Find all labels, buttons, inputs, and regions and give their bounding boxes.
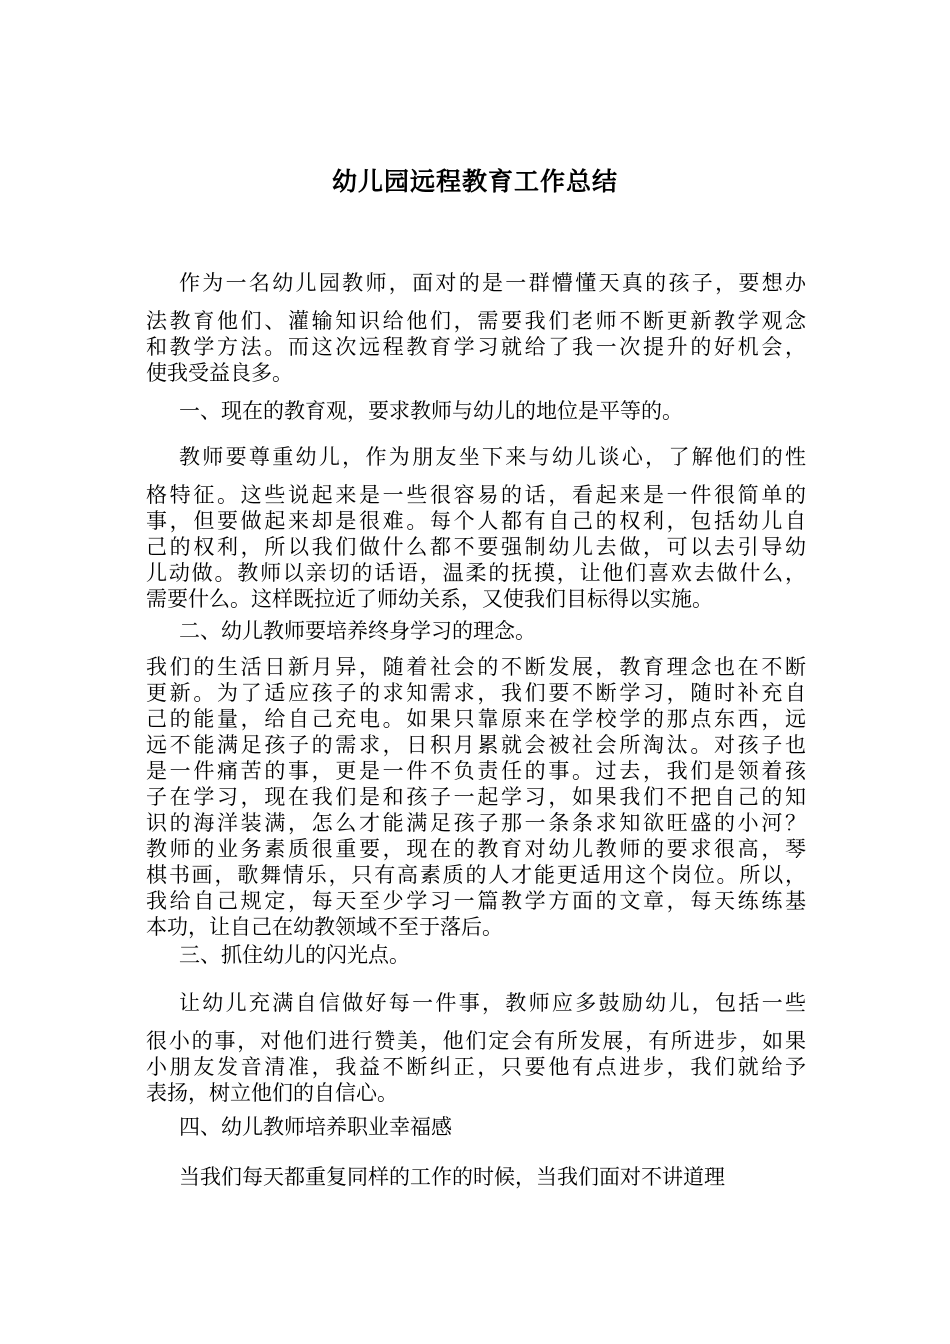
text-line: 法教育他们、灌输知识给他们，需要我们老师不断更新教学观念	[146, 309, 806, 333]
text-line: 更新。为了适应孩子的求知需求，我们要不断学习，随时补充自	[146, 681, 806, 705]
text-line: 教师的业务素质很重要，现在的教育对幼儿教师的要求很高，琴	[146, 837, 806, 861]
text-line: 己的能量，给自己充电。如果只靠原来在学校学的那点东西，远	[146, 707, 806, 731]
section1-paragraph	[146, 444, 806, 470]
text-line: 作为一名幼儿园教师，面对的是一群懵懂天真的孩子，要想办	[179, 271, 806, 295]
text-line: 很小的事，对他们进行赞美，他们定会有所发展，有所进步，如果	[146, 1029, 806, 1053]
intro-paragraph	[146, 270, 806, 296]
section-heading-2: 二、幼儿教师要培养终身学习的理念。	[179, 619, 536, 643]
text-line: 本功，让自己在幼教领域不至于落后。	[146, 915, 503, 939]
text-line: 小朋友发音清准，我益不断纠正，只要他有点进步，我们就给予	[146, 1055, 806, 1079]
text-line: 我给自己规定，每天至少学习一篇教学方面的文章，每天练练基	[146, 889, 806, 913]
section-heading-4: 四、幼儿教师培养职业幸福感	[179, 1115, 452, 1139]
section-heading-3: 三、抓住幼儿的闪光点。	[179, 943, 410, 967]
section3-paragraph-continued	[146, 1028, 806, 1106]
text-line: 我们的生活日新月异，随着社会的不断发展，教育理念也在不断	[146, 655, 806, 679]
text-line: 是一件痛苦的事，更是一件不负责任的事。过去，我们是领着孩	[146, 759, 806, 783]
text-line: 教师要尊重幼儿，作为朋友坐下来与幼儿谈心，了解他们的性	[179, 445, 806, 469]
text-line: 和教学方法。而这次远程教育学习就给了我一次提升的好机会，	[146, 335, 806, 359]
section2-paragraph	[146, 654, 806, 940]
text-line: 让幼儿充满自信做好每一件事，教师应多鼓励幼儿，包括一些	[179, 991, 806, 1015]
section-heading-1: 一、现在的教育观，要求教师与幼儿的地位是平等的。	[179, 399, 683, 423]
text-line: 事，但要做起来却是很难。每个人都有自己的权利，包括幼儿自	[146, 509, 806, 533]
section3-paragraph	[146, 990, 806, 1016]
section1-paragraph-continued	[146, 482, 806, 612]
section4-paragraph	[146, 1164, 806, 1190]
text-line: 己的权利，所以我们做什么都不要强制幼儿去做，可以去引导幼	[146, 535, 806, 559]
text-line: 子在学习，现在我们是和孩子一起学习，如果我们不把自己的知	[146, 785, 806, 809]
intro-paragraph-continued	[146, 308, 806, 386]
text-line: 棋书画，歌舞情乐，只有高素质的人才能更适用这个岗位。所以，	[146, 863, 806, 887]
text-line: 当我们每天都重复同样的工作的时候，当我们面对不讲道理	[179, 1165, 725, 1189]
text-line: 识的海洋装满，怎么才能满足孩子那一条条求知欲旺盛的小河？	[146, 811, 806, 835]
text-line: 儿动做。教师以亲切的话语，温柔的抚摸，让他们喜欢去做什么，	[146, 561, 806, 585]
text-line: 远不能满足孩子的需求，日积月累就会被社会所淘汰。对孩子也	[146, 733, 806, 757]
text-line: 需要什么。这样既拉近了师幼关系，又使我们目标得以实施。	[146, 587, 713, 611]
text-line: 格特征。这些说起来是一些很容易的话，看起来是一件很简单的	[146, 483, 806, 507]
text-line: 表扬，树立他们的自信心。	[146, 1081, 398, 1105]
page-title: 幼儿园远程教育工作总结	[331, 167, 618, 196]
text-line: 使我受益良多。	[146, 361, 293, 385]
